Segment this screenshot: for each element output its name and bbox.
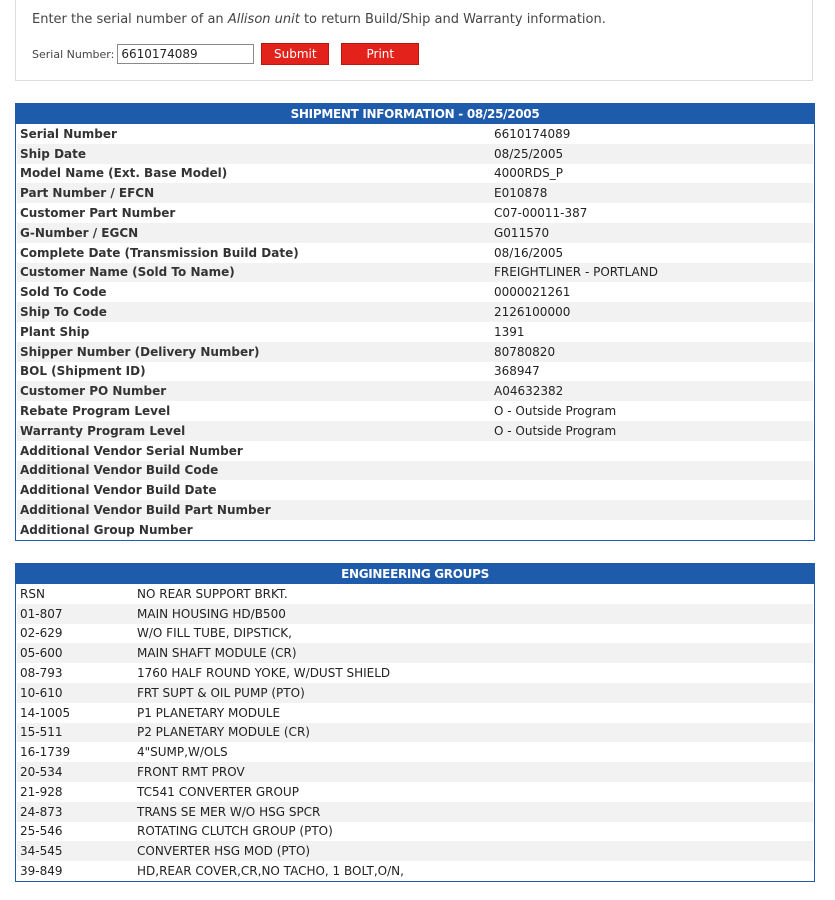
table-row — [17, 643, 813, 663]
table-row — [17, 263, 813, 283]
table-row — [17, 663, 813, 683]
field-label: Ship Date — [20, 146, 86, 161]
table-row — [17, 742, 813, 762]
field-label: BOL (Shipment ID) — [20, 364, 146, 379]
field-label: Serial Number — [20, 126, 117, 141]
group-code: 14-1005 — [20, 705, 71, 720]
table-row — [17, 624, 813, 644]
field-label: Additional Vendor Build Date — [20, 483, 217, 498]
shipment-rows — [16, 124, 814, 540]
group-description: P2 PLANETARY MODULE (CR) — [137, 725, 310, 740]
group-description: MAIN SHAFT MODULE (CR) — [137, 646, 297, 661]
field-value: 0000021261 — [494, 285, 571, 300]
group-description: CONVERTER HSG MOD (PTO) — [137, 844, 311, 859]
table-row — [17, 322, 813, 342]
group-code: 08-793 — [20, 666, 63, 681]
group-code: 34-545 — [20, 844, 63, 859]
field-label: Rebate Program Level — [20, 404, 171, 419]
field-label: Shipper Number (Delivery Number) — [20, 344, 260, 359]
group-code: 24-873 — [20, 804, 63, 819]
field-value: 1391 — [494, 324, 525, 339]
field-label: G-Number / EGCN — [20, 225, 139, 240]
group-description: W/O FILL TUBE, DIPSTICK, — [137, 626, 292, 641]
group-description: FRONT RMT PROV — [137, 765, 245, 780]
field-value: O - Outside Program — [494, 404, 617, 419]
table-row — [17, 500, 813, 520]
field-value: 80780820 — [494, 344, 556, 359]
field-value: FREIGHTLINER - PORTLAND — [494, 265, 658, 280]
group-description: ROTATING CLUTCH GROUP (PTO) — [137, 824, 333, 839]
intro-suffix: to return Build/Ship and Warranty information. — [299, 12, 606, 27]
group-code: RSN — [20, 586, 45, 601]
group-code: 21-928 — [20, 784, 63, 799]
table-row — [17, 401, 813, 421]
table-row — [17, 441, 813, 461]
group-code: 05-600 — [20, 646, 63, 661]
table-row — [17, 282, 813, 302]
table-row — [17, 183, 813, 203]
table-row — [17, 203, 813, 223]
table-row — [17, 164, 813, 184]
table-row — [17, 861, 813, 881]
engineering-rows — [16, 584, 814, 881]
field-label: Part Number / EFCN — [20, 186, 155, 201]
field-value: 4000RDS_P — [494, 166, 563, 181]
table-row — [17, 584, 813, 604]
field-value: 08/25/2005 — [494, 146, 564, 161]
intro-text — [32, 12, 606, 27]
field-label: Plant Ship — [20, 324, 90, 339]
serial-form — [32, 43, 419, 65]
table-row — [17, 841, 813, 861]
group-code: 01-807 — [20, 606, 63, 621]
field-value: C07-00011-387 — [494, 206, 588, 221]
group-description: P1 PLANETARY MODULE — [137, 705, 281, 720]
field-label: Additional Group Number — [20, 522, 193, 537]
table-row — [17, 683, 813, 703]
table-row — [17, 243, 813, 263]
group-description: NO REAR SUPPORT BRKT. — [137, 586, 288, 601]
field-value: G011570 — [494, 225, 550, 240]
serial-number-input[interactable] — [117, 44, 254, 64]
shipment-information-table — [15, 103, 815, 541]
table-row — [17, 302, 813, 322]
field-label: Additional Vendor Build Code — [20, 463, 219, 478]
group-code: 16-1739 — [20, 745, 71, 760]
group-description: 4"SUMP,W/OLS — [137, 745, 228, 760]
table-row — [17, 480, 813, 500]
table-row — [17, 703, 813, 723]
group-code: 39-849 — [20, 864, 63, 879]
field-value: 6610174089 — [494, 126, 571, 141]
intro-brand: Allison unit — [227, 12, 300, 27]
table-row — [17, 520, 813, 540]
shipment-information-header: SHIPMENT INFORMATION - 08/25/2005 — [16, 104, 814, 124]
group-description: TRANS SE MER W/O HSG SPCR — [137, 804, 321, 819]
group-code: 25-546 — [20, 824, 63, 839]
group-code: 20-534 — [20, 765, 63, 780]
table-row — [17, 381, 813, 401]
field-label: Additional Vendor Serial Number — [20, 443, 243, 458]
table-row — [17, 822, 813, 842]
table-row — [17, 782, 813, 802]
field-label: Sold To Code — [20, 285, 107, 300]
field-value: 368947 — [494, 364, 540, 379]
engineering-groups-header: ENGINEERING GROUPS — [16, 564, 814, 584]
table-row — [17, 342, 813, 362]
group-description: TC541 CONVERTER GROUP — [137, 784, 299, 799]
field-label: Customer PO Number — [20, 384, 167, 399]
field-value: 08/16/2005 — [494, 245, 564, 260]
intro-prefix: Enter the serial number of an — [32, 12, 228, 27]
field-label: Additional Vendor Build Part Number — [20, 503, 271, 518]
table-row — [17, 762, 813, 782]
submit-button[interactable]: Submit — [261, 43, 329, 65]
table-row — [17, 124, 813, 144]
field-value: E010878 — [494, 186, 548, 201]
group-code: 02-629 — [20, 626, 63, 641]
table-row — [17, 421, 813, 441]
table-row — [17, 223, 813, 243]
field-label: Complete Date (Transmission Build Date) — [20, 245, 299, 260]
field-value: A04632382 — [494, 384, 564, 399]
serial-number-label: Serial Number: — [32, 47, 115, 61]
engineering-groups-table — [15, 563, 815, 882]
table-row — [17, 461, 813, 481]
field-value: 2126100000 — [494, 305, 571, 320]
group-code: 15-511 — [20, 725, 63, 740]
group-code: 10-610 — [20, 685, 63, 700]
serial-search-panel — [15, 0, 813, 81]
field-label: Model Name (Ext. Base Model) — [20, 166, 228, 181]
group-description: FRT SUPT & OIL PUMP (PTO) — [137, 685, 305, 700]
field-label: Ship To Code — [20, 305, 107, 320]
field-label: Customer Name (Sold To Name) — [20, 265, 235, 280]
field-label: Customer Part Number — [20, 206, 176, 221]
group-description: MAIN HOUSING HD/B500 — [137, 606, 286, 621]
table-row — [17, 604, 813, 624]
table-row — [17, 802, 813, 822]
group-description: HD,REAR COVER,CR,NO TACHO, 1 BOLT,O/N, — [137, 864, 404, 879]
field-label: Warranty Program Level — [20, 423, 186, 438]
table-row — [17, 723, 813, 743]
print-button[interactable]: Print — [341, 43, 419, 65]
table-row — [17, 144, 813, 164]
group-description: 1760 HALF ROUND YOKE, W/DUST SHIELD — [137, 666, 391, 681]
table-row — [17, 362, 813, 382]
field-value: O - Outside Program — [494, 423, 617, 438]
